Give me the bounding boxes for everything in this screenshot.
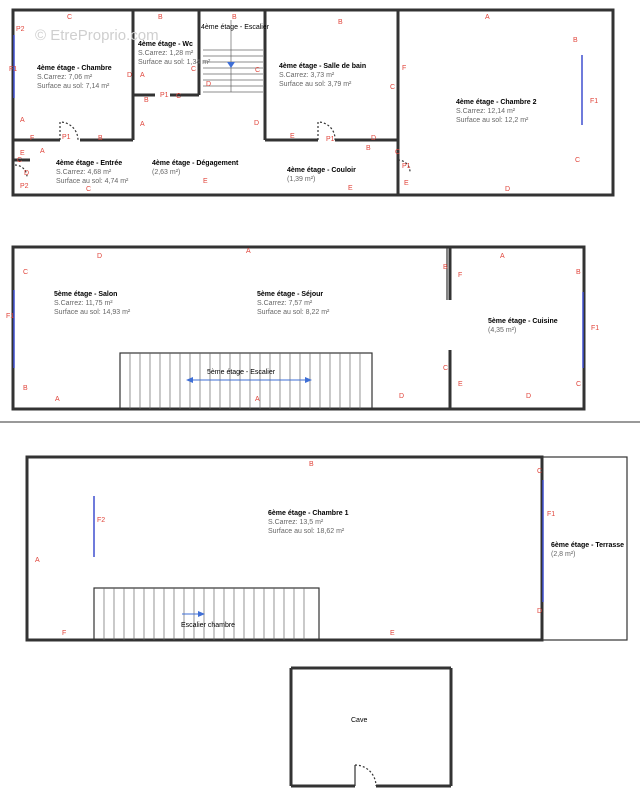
wall-marker: F bbox=[458, 272, 463, 279]
wall-marker: B bbox=[144, 97, 149, 104]
wall-marker: F bbox=[30, 135, 35, 142]
wall-marker: D bbox=[254, 120, 260, 127]
room-carrez: S.Carrez: 7,57 m² bbox=[257, 300, 313, 307]
wall-marker: B bbox=[576, 269, 581, 276]
wall-marker: B bbox=[23, 385, 28, 392]
wall-marker: C bbox=[537, 468, 543, 475]
wall-marker: F1 bbox=[9, 66, 18, 73]
stairs-5 bbox=[120, 353, 372, 409]
wall-marker: C bbox=[575, 157, 581, 164]
wall-marker: C bbox=[86, 186, 92, 193]
wall-marker: B bbox=[573, 37, 578, 44]
stair-arrow-icon bbox=[227, 62, 235, 68]
wall-marker: D bbox=[537, 608, 543, 615]
wall-marker: A bbox=[20, 117, 25, 124]
wall-marker: D bbox=[505, 186, 511, 193]
wall-marker: A bbox=[55, 396, 60, 403]
wall-marker: D bbox=[24, 170, 30, 177]
wall-marker: E bbox=[390, 630, 395, 637]
wall-marker: F1 bbox=[547, 511, 556, 518]
stairs-label: 5ème étage - Escalier bbox=[207, 369, 276, 376]
room-title: 4ème étage - Chambre 2 bbox=[456, 99, 537, 106]
wall-marker: B bbox=[366, 145, 371, 152]
wall-marker: F1 bbox=[591, 325, 600, 332]
room-surface: Surface au sol: 3,79 m² bbox=[279, 81, 352, 88]
room-surface: Surface au sol: 8,22 m² bbox=[257, 309, 330, 316]
room-carrez: S.Carrez: 12,14 m² bbox=[456, 108, 516, 115]
room-carrez: S.Carrez: 4,68 m² bbox=[56, 169, 112, 176]
wall-marker: D bbox=[206, 81, 212, 88]
room-carrez: S.Carrez: 3,73 m² bbox=[279, 72, 335, 79]
wall-marker: C bbox=[395, 149, 401, 156]
room-title: 4ème étage - Chambre bbox=[37, 65, 112, 72]
watermark: © EtreProprio.com bbox=[35, 27, 159, 44]
wall-marker: C bbox=[191, 66, 197, 73]
room-carrez: S.Carrez: 7,06 m² bbox=[37, 74, 93, 81]
room-area: (1,39 m²) bbox=[287, 176, 316, 183]
room-surface: Surface au sol: 12,2 m² bbox=[456, 117, 529, 124]
wall-marker: P2 bbox=[20, 183, 29, 190]
wall-marker: A bbox=[500, 253, 505, 260]
room-title: 5ème étage - Cuisine bbox=[488, 318, 558, 325]
room-title: 4ème étage - Escalier bbox=[201, 24, 270, 31]
wall-marker: D bbox=[526, 393, 532, 400]
room-title: 5ème étage - Séjour bbox=[257, 291, 324, 298]
wall-marker: E bbox=[203, 178, 208, 185]
wall-marker: E bbox=[458, 381, 463, 388]
wall-marker: F2 bbox=[97, 517, 106, 524]
wall-marker: A bbox=[40, 148, 45, 155]
wall-marker: D bbox=[127, 72, 133, 79]
wall-marker: C bbox=[576, 381, 582, 388]
room-title: 6ème étage - Terrasse bbox=[551, 542, 625, 549]
wall-marker: F bbox=[402, 65, 407, 72]
wall-marker: P1 bbox=[62, 134, 71, 141]
door-swing-icon bbox=[355, 765, 376, 786]
wall-marker: A bbox=[140, 121, 145, 128]
wall-marker: B bbox=[232, 14, 237, 21]
room-title: 5ème étage - Salon bbox=[54, 291, 118, 298]
wall-marker: E bbox=[404, 180, 409, 187]
room-surface: Surface au sol: 4,74 m² bbox=[56, 178, 129, 185]
wall-marker: B bbox=[338, 19, 343, 26]
wall-marker: E bbox=[348, 185, 353, 192]
wall-marker: C bbox=[67, 14, 73, 21]
room-area: (2,63 m²) bbox=[152, 169, 181, 176]
room-title: 4ème étage - Couloir bbox=[287, 167, 356, 174]
wall-marker: D bbox=[97, 253, 103, 260]
wall-marker: A bbox=[485, 14, 490, 21]
wall-marker: F1 bbox=[6, 313, 15, 320]
wall-marker: P1 bbox=[402, 163, 411, 170]
wall-marker: E bbox=[20, 150, 25, 157]
room-title: 4ème étage - Wc bbox=[138, 41, 193, 48]
cave-plan bbox=[291, 668, 451, 786]
wall-marker: C bbox=[390, 84, 396, 91]
room-title: Cave bbox=[351, 717, 368, 724]
room-surface: Surface au sol: 7,14 m² bbox=[37, 83, 110, 90]
room-surface: Surface au sol: 18,62 m² bbox=[268, 528, 345, 535]
wall-marker: F bbox=[62, 630, 67, 637]
stair-arrow-left-icon bbox=[186, 377, 193, 383]
room-area: (4,35 m²) bbox=[488, 327, 517, 334]
wall-marker: A bbox=[246, 248, 251, 255]
wall-marker: B bbox=[158, 14, 163, 21]
room-surface: Surface au sol: 1,34 m² bbox=[138, 59, 211, 66]
room-title: 4ème étage - Dégagement bbox=[152, 160, 239, 167]
room-area: (2,8 m²) bbox=[551, 551, 576, 558]
room-carrez: S.Carrez: 11,75 m² bbox=[54, 300, 113, 307]
wall-marker: P1 bbox=[160, 92, 169, 99]
wall-marker: A bbox=[255, 396, 260, 403]
wall-marker: F1 bbox=[590, 98, 599, 105]
room-title: 4ème étage - Salle de bain bbox=[279, 63, 367, 70]
wall-marker: B bbox=[98, 135, 103, 142]
room-surface: Surface au sol: 14,93 m² bbox=[54, 309, 131, 316]
wall-marker: A bbox=[140, 72, 145, 79]
wall-marker: C bbox=[443, 365, 449, 372]
room-carrez: S.Carrez: 13,5 m² bbox=[268, 519, 324, 526]
wall-marker: D bbox=[371, 135, 377, 142]
wall-marker: E bbox=[290, 133, 295, 140]
wall-marker: C bbox=[23, 269, 29, 276]
wall-marker: C bbox=[255, 67, 261, 74]
wall-marker: P1 bbox=[326, 136, 335, 143]
wall-marker: B bbox=[309, 461, 314, 468]
wall-marker: D bbox=[399, 393, 405, 400]
room-carrez: S.Carrez: 1,28 m² bbox=[138, 50, 194, 57]
wall-marker: C bbox=[17, 157, 23, 164]
stair-arrow-right-icon bbox=[305, 377, 312, 383]
room-title: 4ème étage - Entrée bbox=[56, 160, 123, 167]
stairs-label: Escalier chambre bbox=[181, 622, 236, 629]
stairs-6 bbox=[94, 588, 319, 640]
wall-marker: A bbox=[35, 557, 40, 564]
room-title: 6ème étage - Chambre 1 bbox=[268, 510, 349, 517]
wall-marker: P2 bbox=[16, 26, 25, 33]
wall-marker: B bbox=[443, 264, 448, 271]
wall-marker: C bbox=[176, 93, 182, 100]
